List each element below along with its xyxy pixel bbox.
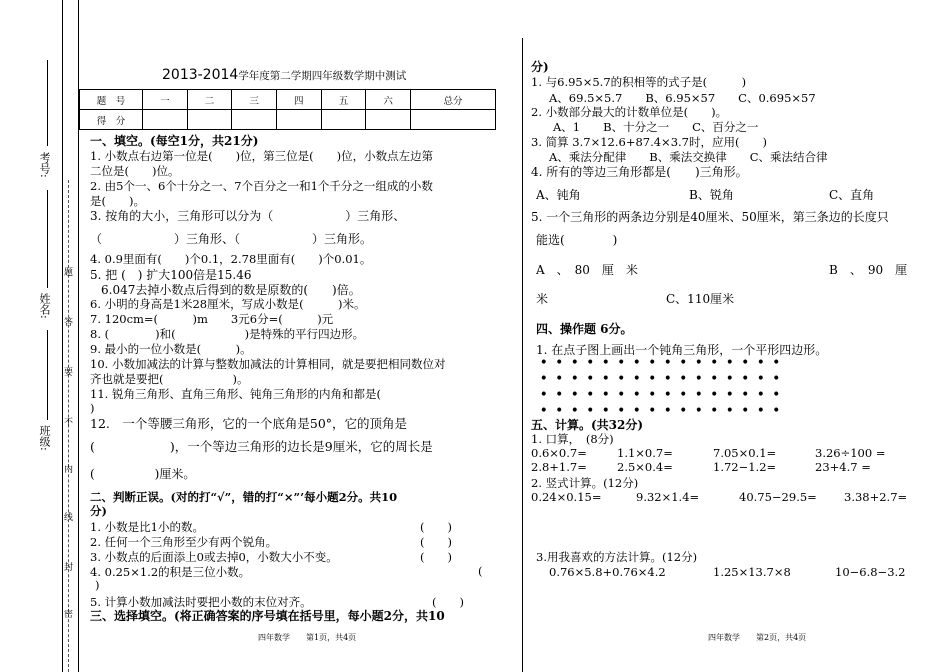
grid-dot[interactable]: • — [601, 403, 610, 419]
binding-line-left — [62, 0, 63, 672]
grid-dot[interactable]: • — [570, 387, 579, 403]
grid-dot[interactable]: • — [632, 371, 641, 387]
question-10a: 10. 小数加减法的计算与整数加减法的计算相同，就是要把相同数位对 — [90, 357, 446, 371]
grid-dot[interactable]: • — [539, 387, 548, 403]
grid-dot[interactable]: • — [601, 387, 610, 403]
score-input-cell[interactable] — [366, 110, 411, 130]
grid-dot[interactable]: • — [648, 371, 657, 387]
grid-dot[interactable]: • — [663, 387, 672, 403]
score-table-header-row — [80, 90, 496, 110]
grid-dot[interactable]: • — [539, 371, 548, 387]
grid-dot[interactable]: • — [663, 403, 672, 419]
choice-5-option-a: A 、 80 厘 米 — [536, 263, 638, 277]
grid-dot[interactable]: • — [772, 387, 781, 403]
grid-dot[interactable]: • — [741, 403, 750, 419]
seal-char-4: 不 — [64, 418, 74, 428]
calc-1-title: 1. 口算， (8分) — [531, 432, 614, 446]
question-1a: 1. 小数点右边第一位是( )位，第三位是( )位，小数点左边第 — [90, 149, 434, 163]
choice-3: 3. 简算 3.7×12.6+87.4×3.7时，应用( ) — [531, 135, 767, 149]
judge-5: 5. 计算小数加减法时要把小数的末位对齐。 — [90, 595, 312, 609]
exam-no-label: 考号: — [38, 152, 51, 178]
grid-dot[interactable]: • — [741, 355, 750, 371]
seal-char-5: 内 — [64, 465, 74, 475]
choice-5a: 5. 一个三角形的两条边分别是40厘米、50厘米，第三条边的长度只 — [531, 210, 889, 224]
grid-dot[interactable]: • — [679, 387, 688, 403]
grid-dot[interactable]: • — [725, 371, 734, 387]
choice-1-options: A、69.5×5.7 B、6.95×57 C、0.695×57 — [549, 91, 816, 105]
choice-4-option-b: B、锐角 — [689, 188, 734, 202]
section-2-title: 二、判断正误。(对的打“√”，错的打“×”’每小题2分。共10 — [90, 490, 398, 504]
page-footer-right: 四年数学 第2页，共4页 — [708, 633, 807, 642]
question-12c: ( )厘米。 — [90, 467, 196, 481]
grid-dot[interactable]: • — [617, 355, 626, 371]
name-line — [47, 190, 48, 288]
vertical-calc-2: 9.32×1.4= — [636, 490, 700, 504]
question-7: 7. 120cm=( )m 3元6分=( )元 — [90, 312, 334, 326]
grid-dot[interactable]: • — [725, 387, 734, 403]
section-1-title: 一、填空。(每空1分，共21分) — [90, 134, 259, 148]
grid-dot[interactable]: • — [741, 387, 750, 403]
name-label: 姓名: — [38, 293, 51, 319]
grid-dot[interactable]: • — [679, 371, 688, 387]
grid-dot[interactable]: • — [617, 387, 626, 403]
oral-calc-7: 1.72−1.2= — [713, 460, 777, 474]
question-3a: 3. 按角的大小，三角形可以分为（ ）三角形、 — [90, 209, 406, 223]
score-cell: 总分 — [410, 90, 495, 110]
question-11b: ) — [90, 401, 95, 415]
score-cell: 四 — [276, 90, 321, 110]
judge-3: 3. 小数点的后面添上0或去掉0，小数大小不变。 — [90, 550, 338, 564]
grid-dot[interactable]: • — [648, 403, 657, 419]
seal-char-8: 密 — [64, 610, 74, 620]
dot-row — [536, 355, 784, 371]
grid-dot[interactable]: • — [570, 371, 579, 387]
calc-2-title: 2. 竖式计算。(12分) — [531, 476, 639, 490]
grid-dot[interactable]: • — [586, 355, 595, 371]
score-cell: 一 — [143, 90, 188, 110]
class-line — [47, 330, 48, 420]
grid-dot[interactable]: • — [710, 355, 719, 371]
smart-calc-2: 1.25×13.7×8 — [713, 565, 791, 579]
page-title: 2013-2014学年度第二学期四年级数学期中测试 — [162, 67, 407, 83]
oral-calc-2: 1.1×0.7= — [617, 446, 673, 460]
judge-3-paren[interactable]: ( ) — [420, 550, 452, 564]
grid-dot[interactable]: • — [694, 403, 703, 419]
question-6: 6. 小明的身高是1米28厘米，写成小数是( )米。 — [90, 297, 366, 311]
section-4-title: 四、操作题 6分。 — [536, 322, 633, 336]
grid-dot[interactable]: • — [539, 403, 548, 419]
dot-grid[interactable] — [536, 355, 784, 419]
grid-dot[interactable]: • — [741, 371, 750, 387]
grid-dot[interactable]: • — [539, 355, 548, 371]
judge-1: 1. 小数是比1小的数。 — [90, 520, 204, 534]
section-2-title-cont: 分) — [90, 504, 107, 518]
grid-dot[interactable]: • — [663, 355, 672, 371]
grid-dot[interactable]: • — [772, 371, 781, 387]
judge-2-paren[interactable]: ( ) — [420, 535, 452, 549]
grid-dot[interactable]: • — [756, 403, 765, 419]
smart-calc-3: 10−6.8−3.2 — [835, 565, 906, 579]
grid-dot[interactable]: • — [648, 355, 657, 371]
grid-dot[interactable]: • — [756, 387, 765, 403]
grid-dot[interactable]: • — [586, 403, 595, 419]
choice-5-option-b-cont: 米 — [536, 292, 549, 306]
score-cell: 三 — [232, 90, 277, 110]
dot-row — [536, 387, 784, 403]
oral-calc-6: 2.5×0.4= — [617, 460, 673, 474]
question-12b: ( )，一个等边三角形的边长是9厘米，它的周长是 — [90, 439, 433, 454]
question-4: 4. 0.9里面有( )个0.1，2.78里面有( )个0.01。 — [90, 252, 372, 266]
vertical-calc-3: 40.75−29.5= — [739, 490, 817, 504]
choice-4-option-a: A、钝角 — [536, 188, 581, 202]
score-table — [79, 89, 496, 130]
question-6a: 6.047去掉小数点后得到的数是原数的( )倍。 — [101, 283, 361, 297]
grid-dot[interactable]: • — [555, 387, 564, 403]
oral-calc-3: 7.05×0.1= — [713, 446, 777, 460]
grid-dot[interactable]: • — [694, 355, 703, 371]
seal-char-2: 答 — [64, 318, 74, 328]
calc-3-title: 3.用我喜欢的方法计算。(12分) — [536, 550, 698, 564]
exam-no-line — [47, 60, 48, 146]
vertical-calc-1: 0.24×0.15= — [531, 490, 602, 504]
page-footer-left: 四年数学 第1页，共4页 — [258, 633, 357, 642]
smart-calc-1: 0.76×5.8+0.76×4.2 — [549, 565, 666, 579]
question-1b: 二位是( )位。 — [90, 164, 180, 178]
vertical-calc-4: 3.38+2.7= — [844, 490, 908, 504]
score-cell: 二 — [187, 90, 232, 110]
grid-dot[interactable]: • — [570, 355, 579, 371]
judge-4-paren-close: ) — [95, 578, 100, 592]
score-input-cell[interactable] — [232, 110, 277, 130]
judge-1-paren[interactable]: ( ) — [420, 520, 452, 534]
grid-dot[interactable]: • — [679, 403, 688, 419]
grid-dot[interactable]: • — [772, 403, 781, 419]
question-9: 9. 最小的一位小数是( )。 — [90, 342, 252, 356]
grid-dot[interactable]: • — [601, 371, 610, 387]
grid-dot[interactable]: • — [725, 355, 734, 371]
page-divider — [522, 38, 523, 672]
grid-dot[interactable]: • — [694, 387, 703, 403]
score-input-cell[interactable] — [276, 110, 321, 130]
grid-dot[interactable]: • — [555, 355, 564, 371]
grid-dot[interactable]: • — [586, 387, 595, 403]
choice-5b: 能选( ) — [536, 233, 618, 247]
judge-5-paren[interactable]: ( ) — [432, 595, 464, 609]
judge-2: 2. 任何一个三角形至少有两个锐角。 — [90, 535, 278, 549]
question-8: 8. ( )和( )是特殊的平行四边形。 — [90, 327, 365, 341]
choice-1: 1. 与6.95×5.7的积相等的式子是( ) — [531, 75, 747, 89]
grid-dot[interactable]: • — [710, 387, 719, 403]
score-cell: 五 — [321, 90, 366, 110]
dot-row — [536, 371, 784, 387]
seal-char-3: 要 — [64, 368, 74, 378]
score-input-cell[interactable] — [187, 110, 232, 130]
grid-dot[interactable]: • — [694, 371, 703, 387]
grid-dot[interactable]: • — [586, 371, 595, 387]
grid-dot[interactable]: • — [772, 355, 781, 371]
choice-4-option-c: C、直角 — [829, 188, 875, 202]
score-cell: 得 分 — [80, 110, 143, 130]
choice-4: 4. 所有的等边三角形都是( )三角形。 — [531, 165, 748, 179]
choice-5-option-c: C、110厘米 — [666, 292, 735, 306]
question-12a: 12. 一个等腰三角形，它的一个底角是50°，它的顶角是 — [90, 416, 408, 431]
section-5-title: 五、计算。(共32分) — [531, 418, 644, 432]
grid-dot[interactable]: • — [725, 403, 734, 419]
choice-2: 2. 小数部分最大的计数单位是( )。 — [531, 105, 728, 119]
oral-calc-4: 3.26÷100 = — [815, 446, 886, 460]
grid-dot[interactable]: • — [617, 371, 626, 387]
grid-dot[interactable]: • — [756, 355, 765, 371]
choice-5-option-b: B 、 90 厘 — [829, 263, 908, 277]
question-11a: 11. 锐角三角形、直角三角形、钝角三角形的内角和都是( — [90, 387, 381, 401]
judge-4-paren-open[interactable]: ( — [478, 564, 483, 578]
grid-dot[interactable]: • — [632, 403, 641, 419]
grid-dot[interactable]: • — [756, 371, 765, 387]
grid-dot[interactable]: • — [648, 387, 657, 403]
question-2a: 2. 由5个一、6个十分之一、7个百分之一和1个千分之一组成的小数 — [90, 179, 433, 193]
question-3b: （ ）三角形、（ ）三角形。 — [90, 232, 373, 246]
grid-dot[interactable]: • — [555, 371, 564, 387]
grid-dot[interactable]: • — [710, 403, 719, 419]
score-table-score-row — [80, 110, 496, 130]
grid-dot[interactable]: • — [632, 355, 641, 371]
section-3-title-cont: 分) — [531, 60, 549, 74]
seal-char-1: 题 — [64, 268, 74, 278]
grid-dot[interactable]: • — [617, 403, 626, 419]
grid-dot[interactable]: • — [710, 371, 719, 387]
score-input-cell[interactable] — [410, 110, 495, 130]
score-input-cell[interactable] — [321, 110, 366, 130]
grid-dot[interactable]: • — [570, 403, 579, 419]
question-5: 5. 把 ( ) 扩大100倍是15.46 — [90, 268, 252, 282]
class-label: 班级: — [38, 425, 51, 451]
question-10b: 齐也就是要把( )。 — [90, 372, 249, 386]
oral-calc-1: 0.6×0.7= — [531, 446, 587, 460]
question-2b: 是( )。 — [90, 194, 145, 208]
score-cell: 六 — [366, 90, 411, 110]
grid-dot[interactable]: • — [679, 355, 688, 371]
score-input-cell[interactable] — [143, 110, 188, 130]
grid-dot[interactable]: • — [663, 371, 672, 387]
grid-dot[interactable]: • — [555, 403, 564, 419]
oral-calc-8: 23+4.7 = — [815, 460, 871, 474]
choice-3-options: A、乘法分配律 B、乘法交换律 C、乘法结合律 — [549, 150, 828, 164]
choice-2-options: A、1 B、十分之一 C、百分之一 — [553, 120, 759, 134]
oral-calc-5: 2.8+1.7= — [531, 460, 587, 474]
operation-1: 1. 在点子图上画出一个钝角三角形，一个平形四边形。 — [536, 343, 828, 357]
seal-char-7: 封 — [64, 563, 74, 573]
seal-char-6: 线 — [64, 513, 74, 523]
score-cell: 题 号 — [80, 90, 143, 110]
grid-dot[interactable]: • — [632, 387, 641, 403]
section-3-title: 三、选择填空。(将正确答案的序号填在括号里，每小题2分，共10 — [90, 609, 445, 623]
grid-dot[interactable]: • — [601, 355, 610, 371]
judge-4: 4. 0.25×1.2的积是三位小数。 — [90, 565, 251, 579]
